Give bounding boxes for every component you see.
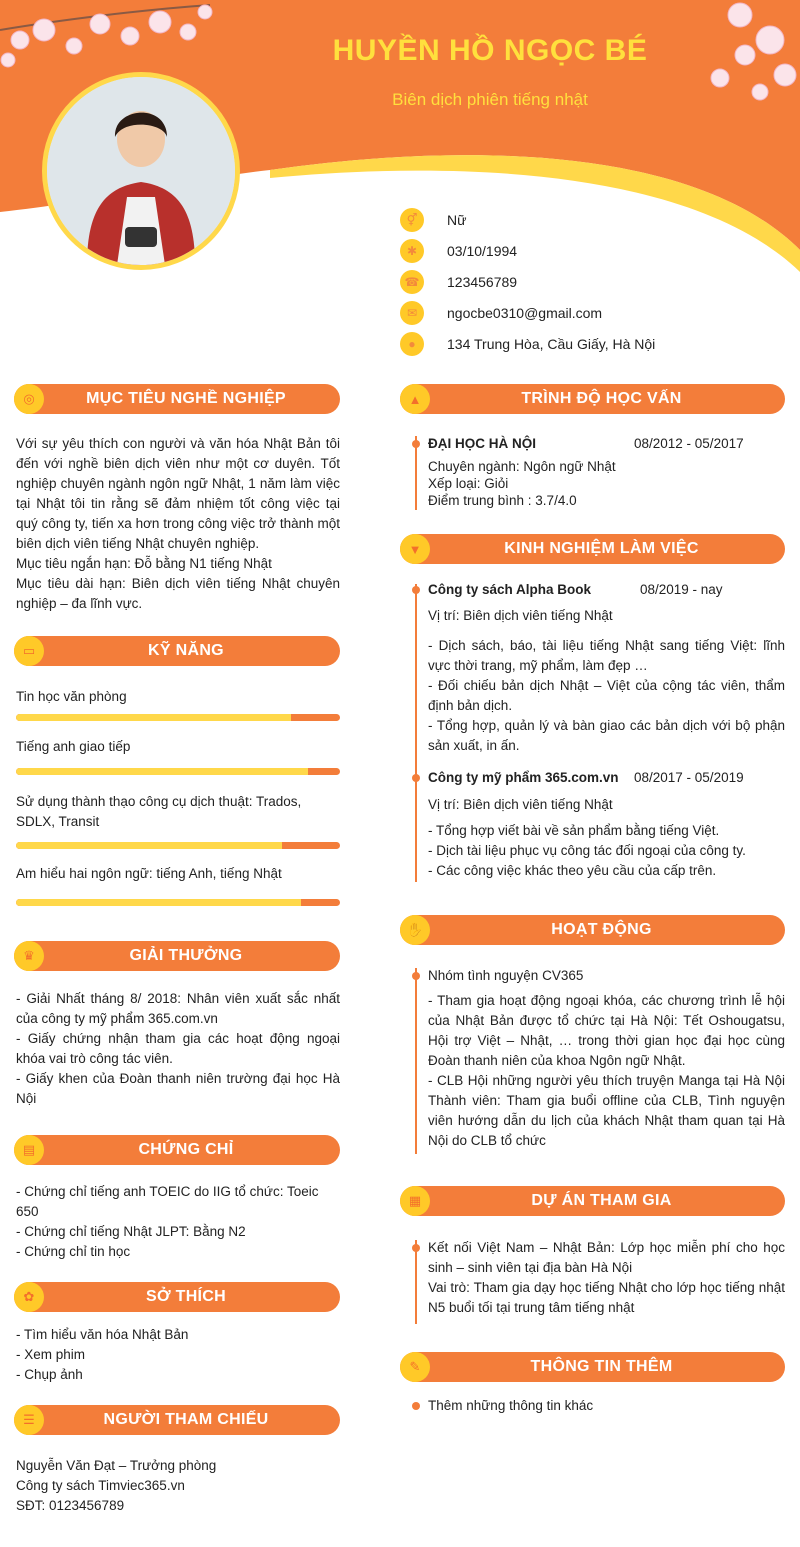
- graduation-cap-icon: ▲: [400, 384, 430, 414]
- trophy-icon: ♛: [14, 941, 44, 971]
- handshake-icon: ✋: [400, 915, 430, 945]
- gender-value: Nữ: [447, 211, 467, 228]
- section-activities: [400, 915, 785, 945]
- hobby-line: - Xem phim: [16, 1347, 86, 1362]
- section-experience: [400, 534, 785, 564]
- monitor-icon: ▭: [14, 636, 44, 666]
- awards-text: [16, 989, 340, 1109]
- hobby-line: - Chụp ảnh: [16, 1367, 83, 1382]
- candidate-name: HUYỀN HỒ NGỌC BÉ: [332, 34, 648, 67]
- contact-card-icon: ☰: [14, 1405, 44, 1435]
- company-name: Công ty mỹ phẩm 365.com.vn: [428, 770, 619, 785]
- education-details: [428, 458, 616, 509]
- section-awards: [14, 941, 340, 971]
- certificate-icon: ▤: [14, 1135, 44, 1165]
- job-task: - Đối chiếu bản dịch Nhật – Việt của cộng tác viên, thẩm định bản dịch.: [428, 678, 785, 713]
- section-title: DỰ ÁN THAM GIA: [531, 1192, 672, 1209]
- school-name: ĐẠI HỌC HÀ NỘI: [428, 436, 536, 451]
- project-icon: ▦: [400, 1186, 430, 1216]
- skill-bar-fill: [16, 768, 308, 775]
- cert-line: - Chứng chỉ tiếng Nhật JLPT: Bằng N2: [16, 1224, 246, 1239]
- email-value: ngocbe0310@gmail.com: [447, 304, 603, 321]
- timeline-line: [415, 584, 417, 882]
- birthday-icon: ✱: [400, 239, 424, 263]
- target-icon: ◎: [14, 384, 44, 414]
- avatar: [42, 72, 240, 270]
- job-task: - Dịch tài liệu phục vụ công tác đối ngoại của công ty.: [428, 843, 746, 858]
- section-title: KINH NGHIỆM LÀM VIỆC: [504, 540, 699, 557]
- job-period: 08/2017 - 05/2019: [634, 770, 744, 785]
- section-extra: [400, 1352, 785, 1382]
- section-title: GIẢI THƯỞNG: [129, 947, 243, 964]
- section-education: [400, 384, 785, 414]
- job-task: - Các công việc khác theo yêu cầu của cấp trên.: [428, 863, 717, 878]
- section-projects: [400, 1186, 785, 1216]
- reference-line: Công ty sách Timviec365.vn: [16, 1478, 185, 1493]
- gender-icon: ⚥: [400, 208, 424, 232]
- skill-bar: [16, 842, 340, 849]
- job-role: Vị trí: Biên dịch viên tiếng Nhật: [428, 608, 613, 623]
- contact-gender: [400, 204, 655, 235]
- section-title: SỞ THÍCH: [145, 1288, 227, 1305]
- timeline-dot: [412, 440, 420, 448]
- reference-line: Nguyễn Văn Đạt – Trưởng phòng: [16, 1458, 217, 1473]
- skill-label: Am hiểu hai ngôn ngữ: tiếng Anh, tiếng Nhật: [16, 866, 282, 881]
- activity-line: - CLB Hội những người yêu thích truyện Manga tại Hà Nội Thành viên: Tham gia buổi offline của CLB, Tình nguyện viên hướng dẫn du lịch của khách Nhật tham quan tại Hà Nội do CLB tổ chức: [428, 1073, 785, 1148]
- skill-label: Tin học văn phòng: [16, 689, 127, 704]
- contact-address: [400, 328, 655, 359]
- email-icon: ✉: [400, 301, 424, 325]
- section-references: [14, 1405, 340, 1435]
- project-text: [428, 1238, 785, 1318]
- phone-icon: ☎: [400, 270, 424, 294]
- extra-text: Thêm những thông tin khác: [428, 1398, 594, 1413]
- dob-value: 03/10/1994: [447, 242, 518, 259]
- education-major: Chuyên ngành: Ngôn ngữ Nhật: [428, 459, 616, 474]
- section-title: TRÌNH ĐỘ HỌC VẤN: [521, 390, 682, 407]
- contact-list: [400, 204, 655, 359]
- job-role: Vị trí: Biên dịch viên tiếng Nhật: [428, 797, 613, 812]
- award-line: - Giải Nhất tháng 8/ 2018: Nhân viên xuất sắc nhất của công ty mỹ phẩm 365.com.vn: [16, 991, 340, 1026]
- section-title: CHỨNG CHỈ: [138, 1141, 234, 1158]
- award-line: - Giấy khen của Đoàn thanh niên trường đại học Hà Nội: [16, 1071, 340, 1106]
- skill-bar: [16, 899, 340, 906]
- timeline-dot: [412, 1244, 420, 1252]
- job-task: - Tổng hợp viết bài về sản phẩm bằng tiếng Việt.: [428, 823, 720, 838]
- timeline-dot: [412, 586, 420, 594]
- timeline-line: [415, 968, 417, 1154]
- reference-line: SĐT: 0123456789: [16, 1498, 125, 1513]
- project-line: Kết nối Việt Nam – Nhật Bản: Lớp học miễn phí cho học sinh – sinh viên tại địa bàn Hà Nội: [428, 1240, 785, 1275]
- job-title: Biên dịch phiên tiếng nhật: [392, 90, 588, 109]
- education-gpa: Điểm trung bình : 3.7/4.0: [428, 493, 577, 508]
- section-title: THÔNG TIN THÊM: [530, 1358, 673, 1375]
- activity-line: - Tham gia hoạt động ngoại khóa, các chương trình lễ hội của Nhật Bản được tổ chức tại Hà Nội: Tết Oshougatsu, Hội trợ Việt – Nhật, … trong thời gian học đại học cùng Đoàn thanh niên của khoa Ngôn ngữ Nhật.: [428, 993, 785, 1068]
- job-tasks: [428, 821, 785, 881]
- skill-bar-fill: [16, 899, 301, 906]
- section-title: NGƯỜI THAM CHIẾU: [103, 1411, 269, 1428]
- contact-email: [400, 297, 655, 328]
- cert-line: - Chứng chỉ tin học: [16, 1244, 131, 1259]
- job-task: - Dịch sách, báo, tài liệu tiếng Nhật sang tiếng Việt: lĩnh vực thời trang, mỹ phẩm, làm đẹp …: [428, 638, 785, 673]
- contact-phone: [400, 266, 655, 297]
- project-line: Vai trò: Tham gia dạy học tiếng Nhật cho lớp học tiếng nhật N5 buổi tối tại trung tâm tiếng nhật: [428, 1280, 785, 1315]
- section-certificates: [14, 1135, 340, 1165]
- portrait-photo: [47, 77, 235, 265]
- cert-line: - Chứng chỉ tiếng anh TOEIC do IIG tổ chức: Toeic 650: [16, 1184, 319, 1219]
- job-tasks: [428, 636, 785, 756]
- activity-text: [428, 991, 785, 1151]
- award-line: - Giấy chứng nhận tham gia các hoạt động ngoại khóa vai trò công tác viên.: [16, 1031, 340, 1066]
- references-text: [16, 1456, 340, 1516]
- education-period: 08/2012 - 05/2017: [634, 436, 744, 451]
- objective-body: Với sự yêu thích con người và văn hóa Nhật Bản tôi đến với nghề biên dịch viên như một cơ duyên. Tốt nghiệp chuyên ngành ngôn ngữ Nhật, 1 năm làm việc tại Nhật tôi tin rằng sẽ đảm nhiệm tốt công việc tại quý công ty, tiến xa hơn trong công việc trở thành một biên dịch viên tiếng Nhật chuyên nghiệp.: [16, 436, 340, 551]
- company-name: Công ty sách Alpha Book: [428, 582, 592, 597]
- timeline-dot: [412, 972, 420, 980]
- section-skills: [14, 636, 340, 666]
- objective-text: [16, 434, 340, 614]
- section-title: HOẠT ĐỘNG: [551, 921, 652, 938]
- location-icon: ●: [400, 332, 424, 356]
- skill-bar-fill: [16, 842, 282, 849]
- phone-value: 123456789: [447, 273, 518, 290]
- timeline-dot: [412, 774, 420, 782]
- job-period: 08/2019 - nay: [640, 582, 723, 597]
- objective-short: Mục tiêu ngắn hạn: Đỗ bằng N1 tiếng Nhật: [16, 556, 272, 571]
- job-task: - Tổng hợp, quản lý và bàn giao các bản dịch với bộ phận sản xuất, in ấn.: [428, 718, 785, 753]
- address-value: 134 Trung Hòa, Cầu Giấy, Hà Nội: [447, 335, 656, 352]
- timeline-line: [415, 1240, 417, 1324]
- palette-icon: ✿: [14, 1282, 44, 1312]
- skill-bar: [16, 714, 340, 721]
- activity-group: Nhóm tình nguyện CV365: [428, 968, 584, 983]
- section-hobbies: [14, 1282, 340, 1312]
- certificates-text: [16, 1182, 340, 1262]
- objective-long: Mục tiêu dài hạn: Biên dịch viên tiếng Nhật chuyên nghiệp – đa lĩnh vực.: [16, 576, 340, 611]
- education-rank: Xếp loại: Giỏi: [428, 476, 509, 491]
- skill-bar: [16, 768, 340, 775]
- contact-dob: [400, 235, 655, 266]
- pencil-icon: ✎: [400, 1352, 430, 1382]
- section-title: MỤC TIÊU NGHỀ NGHIỆP: [86, 390, 286, 407]
- skill-label: Sử dụng thành thạo công cụ dịch thuật: Trados, SDLX, Transit: [16, 794, 302, 829]
- hobby-line: - Tìm hiểu văn hóa Nhật Bản: [16, 1327, 189, 1342]
- necktie-icon: ▼: [400, 534, 430, 564]
- skill-label: Tiếng anh giao tiếp: [16, 739, 131, 754]
- section-title: KỸ NĂNG: [148, 642, 224, 659]
- bullet-dot: [412, 1402, 420, 1410]
- section-objective: [14, 384, 340, 414]
- skill-bar-fill: [16, 714, 291, 721]
- hobbies-text: [16, 1325, 340, 1385]
